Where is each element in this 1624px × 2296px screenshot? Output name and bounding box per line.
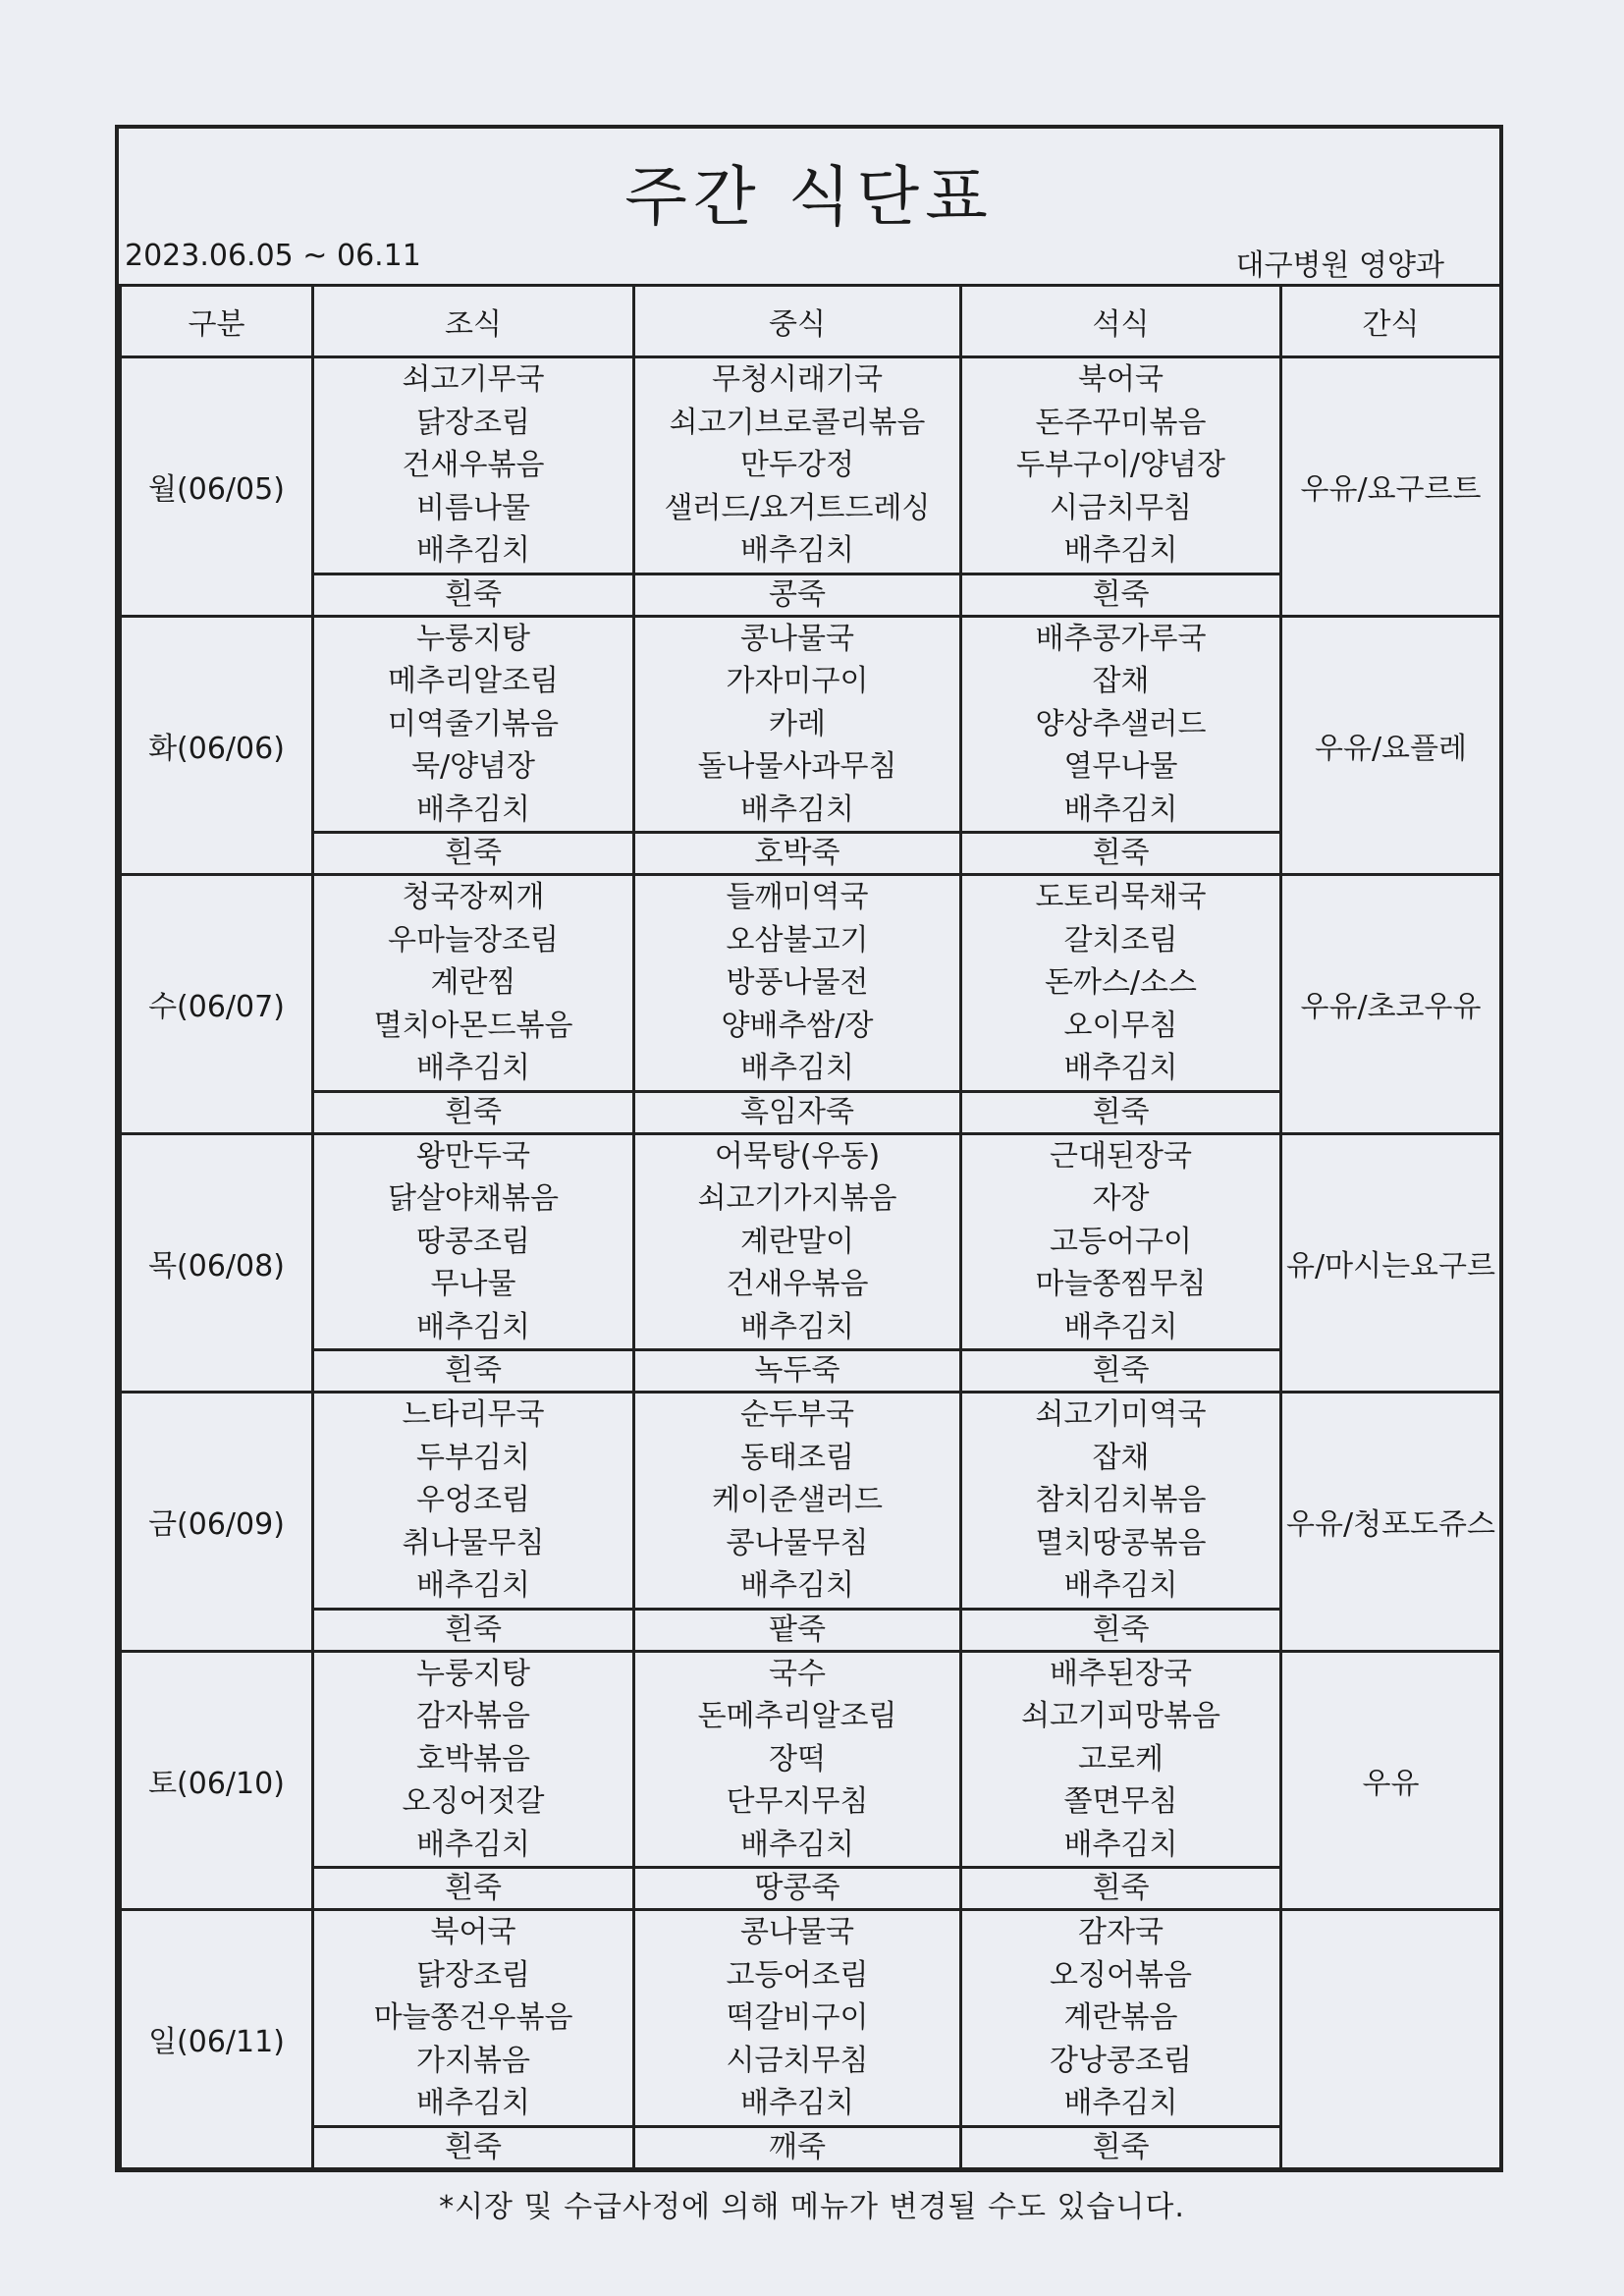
- dinner-porridge: 흰죽: [961, 1609, 1281, 1651]
- dinner-cell: [961, 1910, 1281, 2127]
- menu-item: 쇠고기브로콜리볶음: [669, 405, 926, 440]
- breakfast-cell: [313, 875, 634, 1092]
- menu-item: 배추김치: [416, 1568, 530, 1603]
- dinner-cell: [961, 1651, 1281, 1868]
- lunch-cell: [634, 875, 961, 1092]
- day-row: [121, 616, 1501, 833]
- day-row: [121, 1910, 1501, 2127]
- menu-item: 두부김치: [416, 1440, 530, 1475]
- menu-item: 돌나물사과무침: [697, 749, 897, 784]
- menu-item: 땅콩조림: [416, 1224, 530, 1259]
- menu-item: 건새우볶음: [402, 448, 545, 482]
- menu-item: 국수: [769, 1656, 826, 1691]
- dinner-cell: [961, 875, 1281, 1092]
- menu-item: 강낭콩조림: [1050, 2043, 1192, 2078]
- menu-item: 콩나물국: [740, 1915, 854, 1949]
- menu-item: 들깨미역국: [726, 880, 869, 914]
- lunch-cell: [634, 616, 961, 833]
- breakfast-porridge: 흰죽: [313, 574, 634, 616]
- menu-item: 열무나물: [1063, 749, 1178, 784]
- lunch-porridge: 땅콩죽: [634, 1868, 961, 1910]
- snack-cell: 우유/요플레: [1281, 616, 1501, 875]
- menu-item: 고등어구이: [1050, 1224, 1192, 1259]
- lunch-porridge: 호박죽: [634, 833, 961, 875]
- menu-item: 마늘쫑찜무침: [1035, 1267, 1207, 1301]
- menu-item: 배추김치: [416, 533, 530, 568]
- menu-item: 청국장찌개: [402, 880, 545, 914]
- day-row: [121, 357, 1501, 574]
- menu-item: 무나물: [430, 1267, 516, 1301]
- dinner-cell: [961, 1393, 1281, 1610]
- menu-item: 양상추샐러드: [1035, 706, 1207, 741]
- menu-item: 우엉조림: [416, 1483, 530, 1517]
- menu-item: 배추김치: [740, 792, 854, 827]
- menu-item: 쇠고기미역국: [1035, 1397, 1207, 1432]
- menu-item: 비름나물: [416, 490, 530, 525]
- day-label: 금(06/09): [121, 1393, 313, 1652]
- menu-item: 콩나물무침: [726, 1525, 869, 1560]
- menu-item: 쇠고기피망볶음: [1021, 1699, 1220, 1733]
- menu-item: 카레: [769, 706, 826, 741]
- menu-item: 케이준샐러드: [712, 1483, 883, 1517]
- breakfast-cell: [313, 1651, 634, 1868]
- day-row: [121, 1393, 1501, 1610]
- snack-cell: 유/마시는요구르: [1281, 1133, 1501, 1393]
- snack-cell: 우유/초코우유: [1281, 875, 1501, 1134]
- breakfast-cell: [313, 357, 634, 574]
- menu-item: 배추김치: [740, 2086, 854, 2120]
- day-row: [121, 1651, 1501, 1868]
- header-lunch: 중식: [634, 286, 961, 357]
- page-title: 주간 식단표: [624, 159, 994, 235]
- menu-item: 배추김치: [1063, 1827, 1178, 1862]
- breakfast-porridge: 흰죽: [313, 1868, 634, 1910]
- breakfast-porridge: 흰죽: [313, 2126, 634, 2168]
- dinner-porridge: 흰죽: [961, 833, 1281, 875]
- menu-item: 오징어볶음: [1050, 1957, 1192, 1993]
- footnote: *시장 및 수급사정에 의해 메뉴가 변경될 수도 있습니다.: [439, 2190, 1185, 2224]
- menu-item: 돈메추리알조림: [697, 1699, 897, 1733]
- menu-item: 쫄면무침: [1063, 1784, 1178, 1819]
- menu-item: 만두강정: [740, 448, 854, 482]
- breakfast-porridge: 흰죽: [313, 1091, 634, 1133]
- dinner-porridge: 흰죽: [961, 1091, 1281, 1133]
- menu-item: 북어국: [1078, 362, 1164, 397]
- menu-item: 근대된장국: [1050, 1138, 1192, 1174]
- lunch-porridge: 녹두죽: [634, 1350, 961, 1393]
- menu-sheet: [115, 125, 1503, 2172]
- day-label: 월(06/05): [121, 357, 313, 617]
- breakfast-cell: [313, 1910, 634, 2127]
- header-snack: 간식: [1281, 286, 1501, 357]
- menu-item: 배추김치: [740, 1309, 854, 1344]
- menu-item: 배추김치: [1063, 2086, 1178, 2120]
- menu-item: 잡채: [1092, 664, 1150, 698]
- breakfast-cell: [313, 1393, 634, 1610]
- dinner-porridge: 흰죽: [961, 1868, 1281, 1910]
- menu-item: 쇠고기가지볶음: [697, 1181, 897, 1216]
- menu-item: 양배추쌈/장: [721, 1008, 874, 1043]
- breakfast-cell: [313, 616, 634, 833]
- dinner-cell: [961, 1133, 1281, 1350]
- menu-item: 닭살야채볶음: [388, 1181, 559, 1216]
- menu-item: 어묵탕(우동): [714, 1138, 881, 1174]
- dinner-porridge: 흰죽: [961, 1350, 1281, 1393]
- day-label: 수(06/07): [121, 875, 313, 1134]
- menu-item: 왕만두국: [416, 1138, 530, 1174]
- menu-item: 계란말이: [740, 1224, 854, 1259]
- menu-item: 계란찜: [430, 965, 516, 1000]
- menu-item: 감자국: [1078, 1915, 1164, 1949]
- menu-item: 배추김치: [416, 792, 530, 827]
- day-label: 일(06/11): [121, 1910, 313, 2169]
- dinner-porridge: 흰죽: [961, 2126, 1281, 2168]
- menu-item: 잡채: [1092, 1440, 1150, 1475]
- menu-item: 미역줄기볶음: [388, 706, 559, 741]
- menu-item: 느타리무국: [402, 1397, 545, 1432]
- menu-item: 배추김치: [740, 533, 854, 568]
- header-breakfast: 조식: [313, 286, 634, 357]
- menu-item: 배추김치: [740, 1051, 854, 1085]
- organization-name: 대구병원 영양과: [1235, 248, 1444, 283]
- menu-item: 시금치무침: [1050, 490, 1192, 525]
- header-category: 구분: [121, 286, 313, 357]
- dinner-cell: [961, 357, 1281, 574]
- menu-item: 샐러드/요거트드레싱: [664, 490, 931, 525]
- lunch-cell: [634, 1910, 961, 2127]
- day-row: [121, 1133, 1501, 1350]
- menu-item: 배추김치: [416, 1309, 530, 1344]
- menu-item: 묵/양념장: [410, 749, 536, 784]
- menu-item: 돈까스/소스: [1044, 965, 1197, 1000]
- day-label: 화(06/06): [121, 616, 313, 875]
- menu-item: 두부구이/양념장: [1016, 448, 1225, 482]
- breakfast-porridge: 흰죽: [313, 833, 634, 875]
- menu-item: 떡갈비구이: [726, 2000, 869, 2035]
- lunch-cell: [634, 357, 961, 574]
- menu-item: 참치김치볶음: [1035, 1483, 1207, 1517]
- menu-item: 누룽지탕: [416, 1656, 530, 1691]
- day-label: 토(06/10): [121, 1651, 313, 1910]
- menu-item: 오징어젓갈: [402, 1784, 545, 1819]
- day-row: [121, 875, 1501, 1092]
- menu-item: 배추콩가루국: [1035, 621, 1207, 656]
- lunch-porridge: 팥죽: [634, 1609, 961, 1651]
- menu-item: 콩나물국: [740, 621, 854, 656]
- lunch-cell: [634, 1393, 961, 1610]
- menu-item: 닭장조림: [416, 1957, 530, 1993]
- menu-item: 배추김치: [1063, 1051, 1178, 1085]
- menu-item: 배추김치: [1063, 792, 1178, 827]
- menu-item: 배추김치: [1063, 533, 1178, 568]
- menu-item: 동태조림: [740, 1440, 854, 1475]
- breakfast-porridge: 흰죽: [313, 1609, 634, 1651]
- menu-item: 배추김치: [1063, 1568, 1178, 1603]
- snack-cell: [1281, 1910, 1501, 2169]
- menu-item: 무청시래기국: [712, 362, 883, 397]
- lunch-porridge: 콩죽: [634, 574, 961, 616]
- lunch-cell: [634, 1651, 961, 1868]
- menu-item: 돈주꾸미볶음: [1035, 405, 1207, 440]
- menu-item: 감자볶음: [416, 1699, 530, 1733]
- menu-item: 메추리알조림: [388, 664, 559, 698]
- menu-item: 멸치땅콩볶음: [1035, 1525, 1207, 1560]
- dinner-cell: [961, 616, 1281, 833]
- menu-item: 멸치아몬드볶음: [373, 1008, 573, 1043]
- menu-item: 누룽지탕: [416, 621, 530, 656]
- menu-item: 오삼불고기: [726, 922, 869, 957]
- menu-item: 고등어조림: [726, 1957, 869, 1993]
- snack-cell: 우유/청포도쥬스: [1281, 1393, 1501, 1652]
- menu-item: 북어국: [430, 1915, 516, 1949]
- lunch-cell: [634, 1133, 961, 1350]
- menu-item: 호박볶음: [416, 1741, 530, 1777]
- menu-item: 배추김치: [416, 1051, 530, 1085]
- menu-item: 가자미구이: [726, 664, 869, 698]
- snack-cell: 우유/요구르트: [1281, 357, 1501, 617]
- menu-item: 장떡: [769, 1741, 826, 1777]
- header-dinner: 석식: [961, 286, 1281, 357]
- lunch-porridge: 흑임자죽: [634, 1091, 961, 1133]
- menu-item: 배추된장국: [1050, 1656, 1192, 1691]
- menu-item: 계란볶음: [1063, 2000, 1178, 2035]
- breakfast-porridge: 흰죽: [313, 1350, 634, 1393]
- date-range: 2023.06.05 ~ 06.11: [125, 239, 421, 273]
- menu-item: 닭장조림: [416, 405, 530, 440]
- menu-item: 쇠고기무국: [402, 362, 545, 397]
- menu-item: 배추김치: [416, 1827, 530, 1862]
- menu-item: 건새우볶음: [726, 1267, 869, 1301]
- snack-cell: 우유: [1281, 1651, 1501, 1910]
- menu-item: 시금치무침: [726, 2043, 869, 2078]
- menu-item: 순두부국: [740, 1397, 854, 1432]
- menu-item: 배추김치: [1063, 1309, 1178, 1344]
- menu-item: 취나물무침: [402, 1525, 545, 1560]
- menu-item: 갈치조림: [1063, 922, 1178, 957]
- menu-item: 배추김치: [740, 1568, 854, 1603]
- weekly-menu-table: [119, 284, 1502, 2170]
- header-row: [121, 286, 1501, 357]
- menu-item: 배추김치: [740, 1827, 854, 1862]
- breakfast-cell: [313, 1133, 634, 1350]
- menu-item: 도토리묵채국: [1035, 880, 1207, 914]
- day-label: 목(06/08): [121, 1133, 313, 1393]
- menu-item: 단무지무침: [726, 1784, 869, 1819]
- menu-item: 자장: [1092, 1181, 1150, 1216]
- menu-item: 마늘쫑건우볶음: [373, 2000, 573, 2035]
- menu-item: 배추김치: [416, 2086, 530, 2120]
- lunch-porridge: 깨죽: [634, 2126, 961, 2168]
- menu-item: 고로케: [1078, 1741, 1164, 1777]
- menu-item: 방풍나물전: [726, 965, 869, 1000]
- menu-item: 가지볶음: [416, 2043, 530, 2078]
- menu-item: 오이무침: [1063, 1008, 1178, 1043]
- menu-item: 우마늘장조림: [388, 922, 559, 957]
- dinner-porridge: 흰죽: [961, 574, 1281, 616]
